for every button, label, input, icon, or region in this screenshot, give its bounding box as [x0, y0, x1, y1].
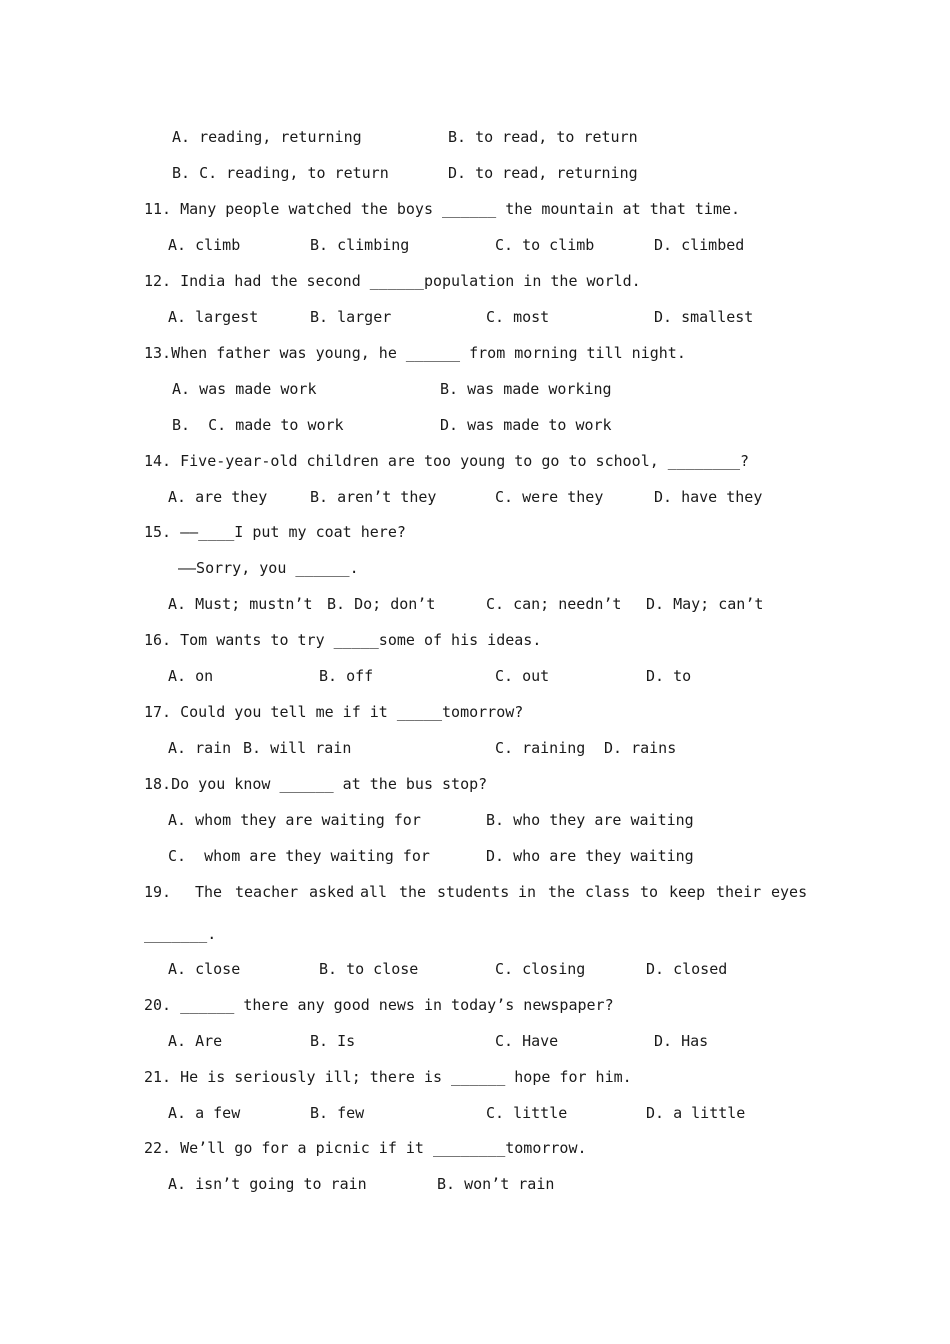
q18-option-c: C. whom are they waiting for	[168, 847, 430, 865]
q13-stem: 13.When father was young, he ______ from morning till night.	[144, 344, 686, 362]
q22-option-b: B. won’t rain	[437, 1175, 555, 1193]
q19-stem-word: keep	[669, 883, 706, 901]
q15-option-d: D. May; can’t	[646, 595, 764, 613]
q19-stem-word: students	[437, 883, 510, 901]
q17-option-a: A. rain	[168, 739, 232, 757]
q20-option-b: B. Is	[310, 1032, 356, 1050]
q15-reply: ——Sorry, you ______.	[178, 559, 359, 577]
q13-option-a: A. was made work	[172, 380, 317, 398]
q15-option-b: B. Do; don’t	[327, 595, 436, 613]
q16-stem: 16. Tom wants to try _____some of his ideas.	[144, 631, 542, 649]
q10-option-b: B. to read, to return	[448, 128, 638, 146]
q19-stem-word: teacher	[235, 883, 299, 901]
q18-option-b: B. who they are waiting	[486, 811, 694, 829]
q17-option-c: C. raining	[495, 739, 586, 757]
q11-option-d: D. climbed	[654, 236, 745, 254]
q13-option-b: B. was made working	[440, 380, 612, 398]
q13-option-c: B. C. made to work	[172, 416, 344, 434]
q16-option-b: B. off	[319, 667, 374, 685]
q14-stem: 14. Five-year-old children are too young to go to school, ________?	[144, 452, 750, 470]
q18-option-d: D. who are they waiting	[486, 847, 694, 865]
q12-stem: 12. India had the second ______population in the world.	[144, 272, 641, 290]
q10-option-a: A. reading, returning	[172, 128, 362, 146]
q14-option-a: A. are they	[168, 488, 268, 506]
q10-option-c: B. C. reading, to return	[172, 164, 389, 182]
q19-stem-word: the	[399, 883, 427, 901]
q21-option-c: C. little	[486, 1104, 568, 1122]
q20-option-d: D. Has	[654, 1032, 709, 1050]
q19-stem-word: all	[360, 883, 388, 901]
q17-option-d: D. rains	[604, 739, 677, 757]
q19-stem-word: in	[518, 883, 537, 901]
q20-stem: 20. ______ there any good news in today’s newspaper?	[144, 996, 614, 1014]
q13-option-d: D. was made to work	[440, 416, 612, 434]
q15-option-c: C. can; needn’t	[486, 595, 622, 613]
q19-stem-word: to	[640, 883, 659, 901]
q21-option-d: D. a little	[646, 1104, 746, 1122]
q16-option-d: D. to	[646, 667, 692, 685]
q14-option-b: B. aren’t they	[310, 488, 437, 506]
q19-stem-word: their	[716, 883, 762, 901]
q12-option-a: A. largest	[168, 308, 259, 326]
q19-stem-word: the	[548, 883, 576, 901]
q15-stem: 15. ——____I put my coat here?	[144, 523, 406, 541]
q11-option-b: B. climbing	[310, 236, 410, 254]
q18-option-a: A. whom they are waiting for	[168, 811, 421, 829]
q14-option-d: D. have they	[654, 488, 763, 506]
q19-blank: _______.	[144, 925, 217, 943]
q19-stem-word: 19.	[144, 883, 172, 901]
q14-option-c: C. were they	[495, 488, 604, 506]
q21-option-b: B. few	[310, 1104, 365, 1122]
q17-option-b: B. will rain	[243, 739, 352, 757]
q17-stem: 17. Could you tell me if it _____tomorrow?	[144, 703, 524, 721]
q19-stem-word: eyes	[771, 883, 808, 901]
q19-stem-word: asked	[309, 883, 355, 901]
q21-stem: 21. He is seriously ill; there is ______ hope for him.	[144, 1068, 632, 1086]
q22-stem: 22. We’ll go for a picnic if it ________tomorrow.	[144, 1139, 587, 1157]
q11-stem: 11. Many people watched the boys ______ the mountain at that time.	[144, 200, 741, 218]
q16-option-a: A. on	[168, 667, 214, 685]
q15-option-a: A. Must; mustn’t	[168, 595, 313, 613]
q19-option-a: A. close	[168, 960, 241, 978]
q12-option-d: D. smallest	[654, 308, 754, 326]
q20-option-c: C. Have	[495, 1032, 559, 1050]
q10-option-d: D. to read, returning	[448, 164, 638, 182]
q19-option-d: D. closed	[646, 960, 728, 978]
q21-option-a: A. a few	[168, 1104, 241, 1122]
q19-option-b: B. to close	[319, 960, 419, 978]
q19-stem-word: class	[585, 883, 631, 901]
q19-stem-word: The	[195, 883, 223, 901]
q18-stem: 18.Do you know ______ at the bus stop?	[144, 775, 488, 793]
q22-option-a: A. isn’t going to rain	[168, 1175, 367, 1193]
q12-option-c: C. most	[486, 308, 550, 326]
q16-option-c: C. out	[495, 667, 550, 685]
q12-option-b: B. larger	[310, 308, 392, 326]
q19-option-c: C. closing	[495, 960, 586, 978]
q11-option-c: C. to climb	[495, 236, 595, 254]
q20-option-a: A. Are	[168, 1032, 223, 1050]
q11-option-a: A. climb	[168, 236, 241, 254]
